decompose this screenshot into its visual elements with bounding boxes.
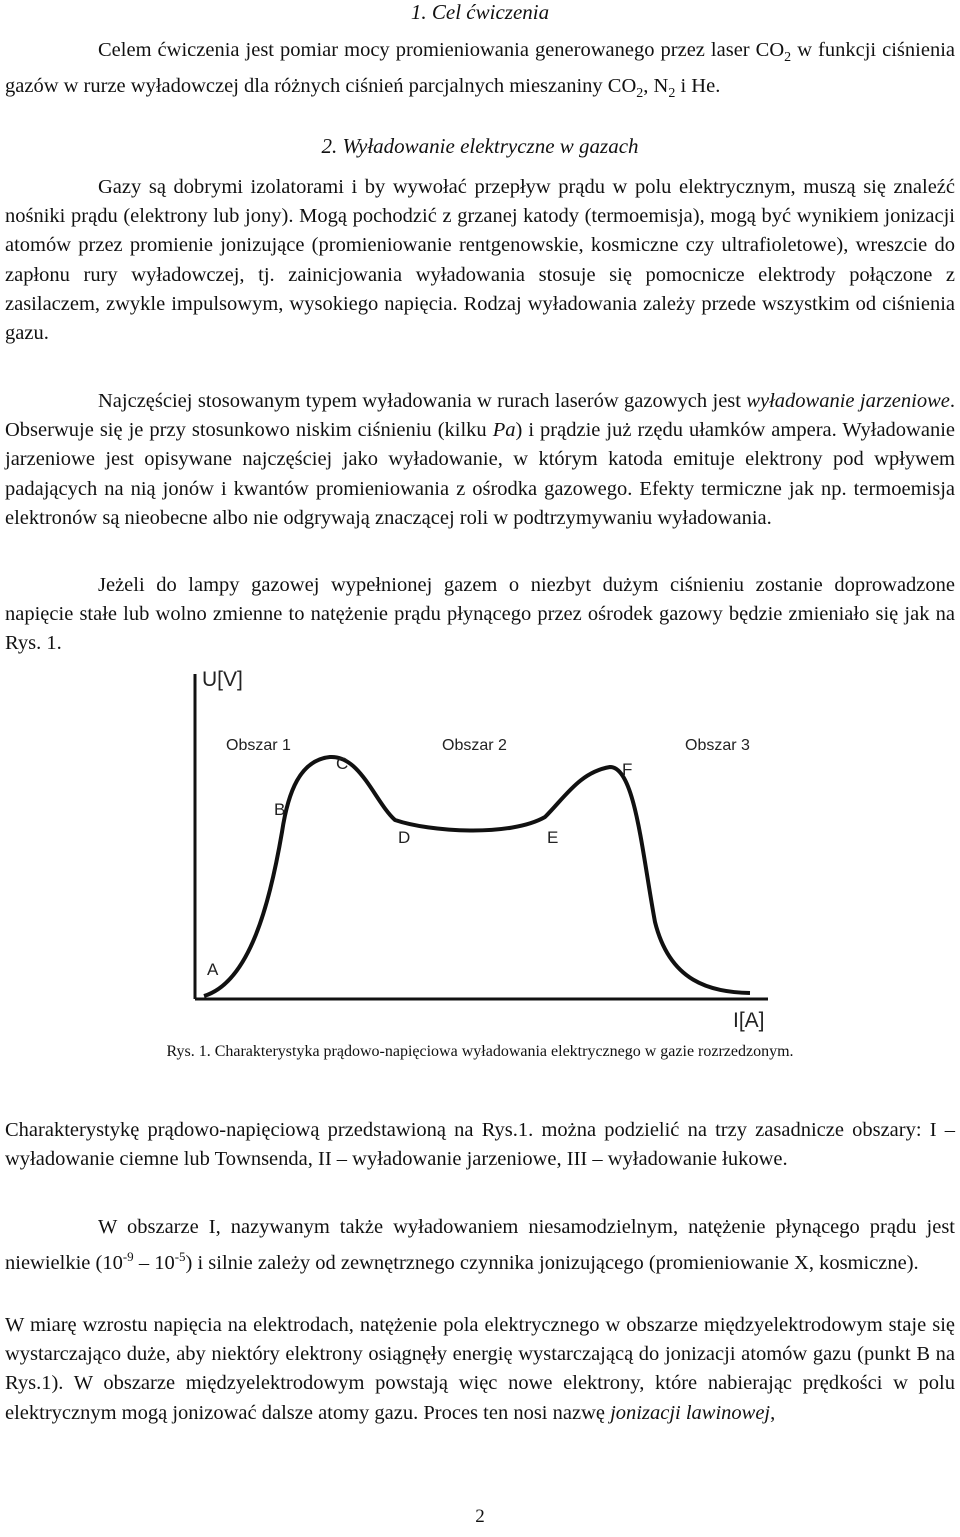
- region-label-2: Obszar 2: [442, 737, 507, 754]
- figure-caption: Rys. 1. Charakterystyka prądowo-napięciowa wyładowania elektrycznego w gazie rozrzedzonym.: [166, 1043, 794, 1060]
- region-label-1: Obszar 1: [226, 737, 291, 754]
- section-1-title: 1. Cel ćwiczenia: [410, 0, 550, 24]
- y-axis-label: U[V]: [202, 668, 243, 691]
- section-2-title: 2. Wyładowanie elektryczne w gazach: [321, 134, 639, 158]
- page-number: 2: [475, 1506, 485, 1527]
- paragraph-4: Charakterystykę prądowo-napięciową przedstawioną na Rys.1. można podzielić na trzy zasadnicze obszary: I – wyładowanie ciemne lub Townsenda, II – wyładowanie jarzeniowe, III – wyładowanie łukowe.: [5, 1119, 955, 1171]
- point-label-a: A: [207, 960, 219, 979]
- point-label-d: D: [398, 828, 411, 847]
- section-2-paragraph-2: Najczęściej stosowanym typem wyładowania w rurach laserów gazowych jest wyładowanie jarzeniowe. Obserwuje się je przy stosunkowo niskim ciśnieniu (kilku Pa) i prądzie już rzędu ułamków ampera. Wyładowanie jarzeniowe jest opisywane najczęściej jako wyładowanie, w którym katoda emituje elektrony pod wpływem padających na nią jonów i kwantów promieniowania z ośrodka gazowego. Efekty termiczne jak np. termoemisja elektronów są nieobecne albo nie odgrywają znaczącej roli w podtrzymywaniu wyładowania.: [5, 390, 955, 529]
- paragraph-6: W miarę wzrostu napięcia na elektrodach, natężenie pola elektrycznego w obszarze międzyelektrodowym staje się wystarczająco duże, aby niektóry elektrony osiągnęły energię wystarczającą do jonizacji atomów gazu (punkt B na Rys.1). W obszarze międzyelektrodowym powstają więc nowe elektrony, które nabierając prędkości w polu elektrycznym mogą jonizować dalsze atomy gazu. Proces ten nosi nazwę jonizacji lawinowej,: [5, 1314, 955, 1424]
- point-label-f: F: [622, 760, 633, 779]
- paragraph-5: W obszarze I, nazywanym także wyładowaniem niesamodzielnym, natężenie płynącego prądu jest niewielkie $(10^{-9} - 10^{-5})$ i silnie zależy od zewnętrznego czynnika jonizującego (promieniowanie X, kosmiczne).: [5, 1216, 955, 1275]
- x-axis-label: I[A]: [733, 1009, 765, 1032]
- section-2-paragraph-3: Jeżeli do lampy gazowej wypełnionej gazem o niezbyt dużym ciśnieniu zostanie doprowadzone napięcie stałe lub wolno zmienne to natężenie prądu płynącego przez ośrodek gazowy będzie zmieniało się jak na Rys. 1.: [5, 574, 955, 655]
- point-label-e: E: [547, 828, 559, 847]
- characteristic-curve: [204, 757, 750, 996]
- current-voltage-figure: [180, 662, 780, 1032]
- region-label-3: Obszar 3: [685, 737, 750, 754]
- section-1-paragraph: Celem ćwiczenia jest pomiar mocy promieniowania generowanego przez laser $CO_2$ w funkcji ciśnienia gazów w rurze wyładowczej dla różnych ciśnień parcjalnych mieszaniny $CO_2$, $N_2$ i He.: [5, 39, 955, 102]
- section-2-paragraph-1: Gazy są dobrymi izolatorami i by wywołać przepływ prądu w polu elektrycznym, muszą się znaleźć nośniki prądu (elektrony lub jony). Mogą pochodzić z grzanej katody (termoemisja), mogą być wynikiem jonizacji atomów przez promienie jonizujące (promieniowanie rentgenowskie, kosmiczne czy ultrafioletowe), wreszcie do zapłonu rury wyładowczej, tj. zainicjowania wyładowania stosuje się pomocnicze elektrody połączone z zasilaczem, zwykle impulsowym, wysokiego napięcia. Rodzaj wyładowania zależy przede wszystkim od ciśnienia gazu.: [5, 176, 955, 345]
- point-label-b: B: [274, 800, 286, 819]
- point-label-c: C: [336, 754, 349, 773]
